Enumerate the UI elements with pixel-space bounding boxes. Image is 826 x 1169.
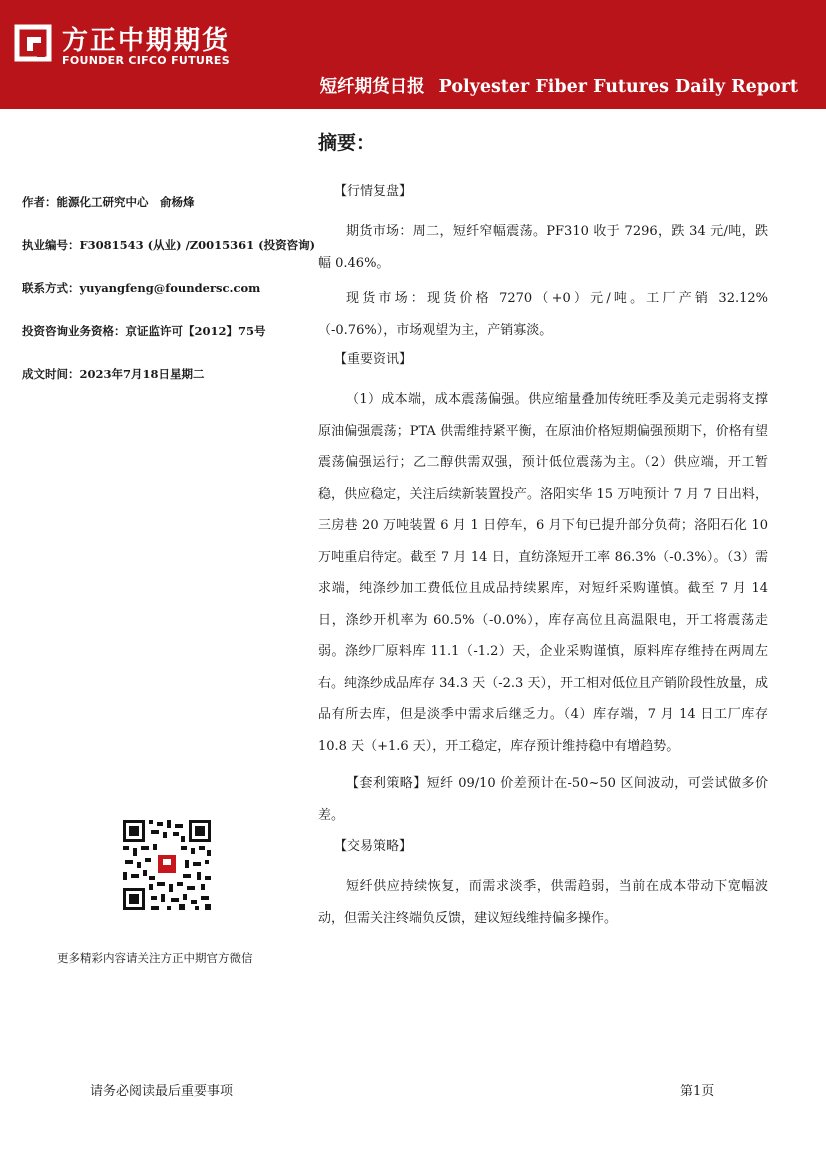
spot-market-paragraph: 现货市场：现货价格 7270（+0）元/吨。工厂产销 32.12%（-0.76%），市场观望为主，产销寡淡。: [318, 291, 768, 338]
founder-logo-icon: [13, 23, 53, 63]
page-number: 第1页: [680, 1084, 715, 1099]
key-news-paragraph: （1）成本端，成本震荡偏强。供应缩量叠加传统旺季及美元走弱将支撑原油偏强震荡；PTA 供需维持紧平衡，在原油价格短期偏强预期下，价格有望震荡偏强运行；乙二醇供需双强，预计低位震荡为主。（2）供应端，开工暂稳，供应稳定，关注后续新装置投产。洛阳实华 15 万吨预计 7 月 7 日出料，三房巷 20 万吨装置 6 月 1 日停车，6 月下旬已提升部分负荷；洛阳石化 10 万吨重启待定。截至 7 月 14 日，直纺涤短开工率 86.3%（-0.3%）。（3）需求端，纯涤纱加工费低位且成品持续累库，对短纤采购谨慎。截至 7 月 14 日，涤纱开机率为 60.5%（-0.0%），库存高位且高温限电，开工将震荡走弱。涤纱厂原料库 11.1（-1.2）天，企业采购谨慎，原料库存维持在两周左右。纯涤纱成品库存 34.3 天（-2.3 天），开工相对低位且产销阶段性放量，成品有所去库，但是淡季中需求后继乏力。（4）库存端，7 月 14 日工厂库存 10.8 天（+1.6 天），开工稳定，库存预计维持稳中有增趋势。: [318, 392, 768, 754]
report-summary: [318, 128, 768, 940]
report-title-cn: 短纤期货日报: [319, 77, 425, 97]
license-label: 执业编号：: [22, 238, 80, 252]
trading-strategy-paragraph: 短纤供应持续恢复，而需求淡季，供需趋弱，当前在成本带动下宽幅波动，但需关注终端负反馈，建议短线维持偏多操作。: [318, 879, 768, 926]
author-info-panel: [22, 194, 316, 409]
market-review-heading: 【行情复盘】: [334, 184, 413, 199]
footer-disclaimer: 请务必阅读最后重要事项: [90, 1084, 234, 1099]
arbitrage-text: 短纤 09/10 价差预计在-50~50 区间波动，可尝试做多价差。: [318, 776, 768, 823]
qualification-row: [22, 323, 312, 366]
summary-title: 摘要：: [318, 132, 376, 154]
arbitrage-heading: 【套利策略】: [346, 776, 427, 791]
qualification-value: 京证监许可【2012】75号: [125, 324, 266, 338]
license-row: [22, 237, 316, 280]
report-title-en: Polyester Fiber Futures Daily Report: [438, 77, 798, 97]
key-news-heading: 【重要资讯】: [334, 352, 413, 367]
qr-caption: 更多精彩内容请关注方正中期官方微信: [57, 951, 253, 965]
license-value: F3081543 (从业) /Z0015361 (投资咨询): [79, 238, 316, 252]
author-value: 能源化工研究中心 俞杨烽: [56, 195, 195, 209]
contact-row: [22, 280, 312, 323]
contact-label: 联系方式：: [22, 281, 80, 295]
date-label: 成文时间：: [22, 367, 80, 381]
author-row: [22, 194, 312, 237]
qualification-label: 投资咨询业务资格：: [22, 324, 126, 338]
author-label: 作者：: [22, 195, 57, 209]
wechat-qr-code: [121, 818, 213, 912]
company-name-cn: 方正中期期货: [62, 26, 231, 56]
company-name-en: FOUNDER CIFCO FUTURES: [62, 54, 230, 67]
contact-email[interactable]: yuyangfeng@foundersc.com: [79, 281, 261, 295]
report-title: [320, 73, 798, 98]
header-banner: [0, 0, 826, 109]
date-value: 2023年7月18日星期二: [79, 367, 205, 381]
date-row: [22, 366, 312, 409]
arbitrage-paragraph: [318, 768, 768, 831]
futures-market-paragraph: 期货市场：周二，短纤窄幅震荡。PF310 收于 7296，跌 34 元/吨，跌幅 0.46%。: [318, 224, 768, 271]
trading-strategy-heading: 【交易策略】: [334, 839, 413, 854]
